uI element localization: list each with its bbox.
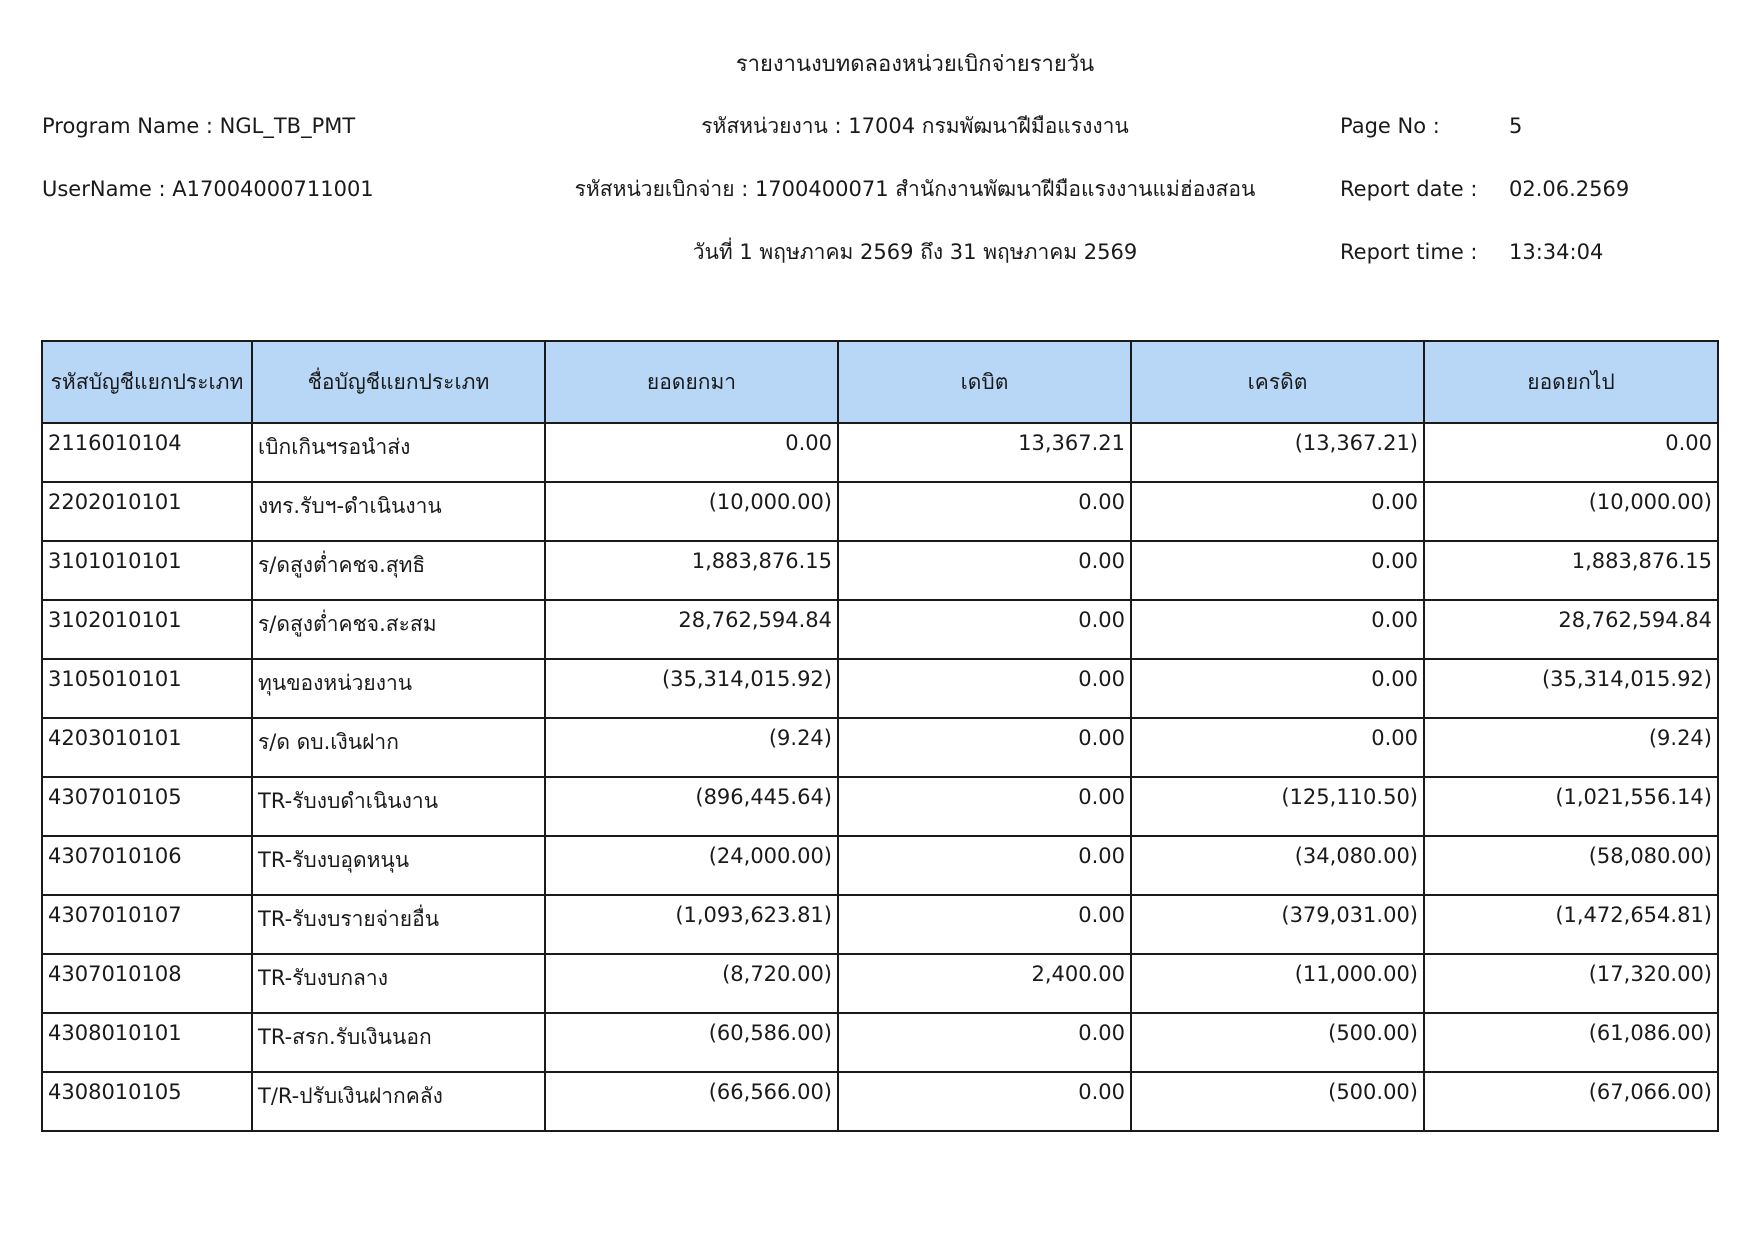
- column-header-opening-balance: ยอดยกมา: [545, 341, 838, 423]
- credit-cell: 0.00: [1131, 541, 1424, 600]
- account-code-cell: 4307010107: [42, 895, 252, 954]
- account-name-cell: T/R-ปรับเงินฝากคลัง: [252, 1072, 545, 1131]
- debit-cell: 0.00: [838, 836, 1131, 895]
- credit-cell: (11,000.00): [1131, 954, 1424, 1013]
- credit-cell: 0.00: [1131, 482, 1424, 541]
- closing-balance-cell: 1,883,876.15: [1424, 541, 1718, 600]
- opening-balance-cell: (24,000.00): [545, 836, 838, 895]
- table-header-row: [42, 341, 1718, 423]
- page-no-value: 5: [1509, 114, 1523, 138]
- page-no-label: Page No :: [1340, 114, 1440, 138]
- opening-balance-cell: (66,566.00): [545, 1072, 838, 1131]
- report-time-label: Report time :: [1340, 240, 1478, 264]
- disbursing-unit: รหัสหน่วยเบิกจ่าย : 1700400071 สำนักงานพัฒนาฝีมือแรงงานแม่ฮ่องสอน: [574, 177, 1256, 201]
- table-row: [42, 836, 1718, 895]
- account-name-cell: ร/ดสูงต่ำคชจ.สะสม: [252, 600, 545, 659]
- closing-balance-cell: (10,000.00): [1424, 482, 1718, 541]
- table-body: [42, 423, 1718, 1131]
- closing-balance-cell: (9.24): [1424, 718, 1718, 777]
- closing-balance-cell: 28,762,594.84: [1424, 600, 1718, 659]
- closing-balance-cell: (1,472,654.81): [1424, 895, 1718, 954]
- account-name-cell: ร/ด ดบ.เงินฝาก: [252, 718, 545, 777]
- column-header-account-name: ชื่อบัญชีแยกประเภท: [252, 341, 545, 423]
- account-code-cell: 3102010101: [42, 600, 252, 659]
- column-header-debit: เดบิต: [838, 341, 1131, 423]
- table-row: [42, 659, 1718, 718]
- opening-balance-cell: (896,445.64): [545, 777, 838, 836]
- account-code-cell: 2116010104: [42, 423, 252, 482]
- table-row: [42, 482, 1718, 541]
- credit-cell: 0.00: [1131, 600, 1424, 659]
- table-row: [42, 954, 1718, 1013]
- opening-balance-cell: (8,720.00): [545, 954, 838, 1013]
- account-code-cell: 4308010101: [42, 1013, 252, 1072]
- account-name-cell: งทร.รับฯ-ดำเนินงาน: [252, 482, 545, 541]
- date-range: วันที่ 1 พฤษภาคม 2569 ถึง 31 พฤษภาคม 2569: [692, 240, 1138, 264]
- account-name-cell: TR-รับงบอุดหนุน: [252, 836, 545, 895]
- account-name-cell: TR-รับงบรายจ่ายอื่น: [252, 895, 545, 954]
- agency-code: รหัสหน่วยงาน : 17004 กรมพัฒนาฝีมือแรงงาน: [701, 114, 1129, 138]
- column-header-account-code: รหัสบัญชีแยกประเภท: [42, 341, 252, 423]
- credit-cell: (500.00): [1131, 1013, 1424, 1072]
- report-date-label: Report date :: [1340, 177, 1478, 201]
- debit-cell: 0.00: [838, 1013, 1131, 1072]
- closing-balance-cell: 0.00: [1424, 423, 1718, 482]
- account-name-cell: ทุนของหน่วยงาน: [252, 659, 545, 718]
- opening-balance-cell: (10,000.00): [545, 482, 838, 541]
- debit-cell: 0.00: [838, 600, 1131, 659]
- account-name-cell: TR-รับงบดำเนินงาน: [252, 777, 545, 836]
- opening-balance-cell: 1,883,876.15: [545, 541, 838, 600]
- account-name-cell: TR-รับงบกลาง: [252, 954, 545, 1013]
- report-time-value: 13:34:04: [1509, 240, 1604, 264]
- account-code-cell: 3105010101: [42, 659, 252, 718]
- report-date-value: 02.06.2569: [1509, 177, 1630, 201]
- debit-cell: 0.00: [838, 718, 1131, 777]
- column-header-credit: เครดิต: [1131, 341, 1424, 423]
- closing-balance-cell: (61,086.00): [1424, 1013, 1718, 1072]
- debit-cell: 0.00: [838, 777, 1131, 836]
- credit-cell: (125,110.50): [1131, 777, 1424, 836]
- opening-balance-cell: (35,314,015.92): [545, 659, 838, 718]
- debit-cell: 13,367.21: [838, 423, 1131, 482]
- credit-cell: (13,367.21): [1131, 423, 1424, 482]
- debit-cell: 0.00: [838, 482, 1131, 541]
- account-name-cell: ร/ดสูงต่ำคชจ.สุทธิ: [252, 541, 545, 600]
- account-code-cell: 4307010106: [42, 836, 252, 895]
- account-name-cell: TR-สรก.รับเงินนอก: [252, 1013, 545, 1072]
- account-code-cell: 4307010108: [42, 954, 252, 1013]
- account-code-cell: 4308010105: [42, 1072, 252, 1131]
- debit-cell: 0.00: [838, 659, 1131, 718]
- debit-cell: 0.00: [838, 1072, 1131, 1131]
- closing-balance-cell: (1,021,556.14): [1424, 777, 1718, 836]
- table-row: [42, 541, 1718, 600]
- table-row: [42, 718, 1718, 777]
- column-header-closing-balance: ยอดยกไป: [1424, 341, 1718, 423]
- credit-cell: (379,031.00): [1131, 895, 1424, 954]
- account-code-cell: 3101010101: [42, 541, 252, 600]
- table-row: [42, 1013, 1718, 1072]
- debit-cell: 0.00: [838, 541, 1131, 600]
- table-row: [42, 423, 1718, 482]
- opening-balance-cell: (9.24): [545, 718, 838, 777]
- report-title: รายงานงบทดลองหน่วยเบิกจ่ายรายวัน: [735, 52, 1095, 77]
- credit-cell: (34,080.00): [1131, 836, 1424, 895]
- table-row: [42, 600, 1718, 659]
- closing-balance-cell: (17,320.00): [1424, 954, 1718, 1013]
- opening-balance-cell: (60,586.00): [545, 1013, 838, 1072]
- opening-balance-cell: 28,762,594.84: [545, 600, 838, 659]
- opening-balance-cell: 0.00: [545, 423, 838, 482]
- account-code-cell: 4307010105: [42, 777, 252, 836]
- username: UserName : A17004000711001: [42, 177, 374, 201]
- opening-balance-cell: (1,093,623.81): [545, 895, 838, 954]
- program-name: Program Name : NGL_TB_PMT: [42, 114, 356, 138]
- account-code-cell: 2202010101: [42, 482, 252, 541]
- credit-cell: (500.00): [1131, 1072, 1424, 1131]
- debit-cell: 2,400.00: [838, 954, 1131, 1013]
- credit-cell: 0.00: [1131, 718, 1424, 777]
- table-row: [42, 1072, 1718, 1131]
- table-row: [42, 895, 1718, 954]
- account-code-cell: 4203010101: [42, 718, 252, 777]
- closing-balance-cell: (58,080.00): [1424, 836, 1718, 895]
- trial-balance-table: [41, 340, 1719, 1132]
- debit-cell: 0.00: [838, 895, 1131, 954]
- closing-balance-cell: (67,066.00): [1424, 1072, 1718, 1131]
- account-name-cell: เบิกเกินฯรอนำส่ง: [252, 423, 545, 482]
- table-row: [42, 777, 1718, 836]
- closing-balance-cell: (35,314,015.92): [1424, 659, 1718, 718]
- credit-cell: 0.00: [1131, 659, 1424, 718]
